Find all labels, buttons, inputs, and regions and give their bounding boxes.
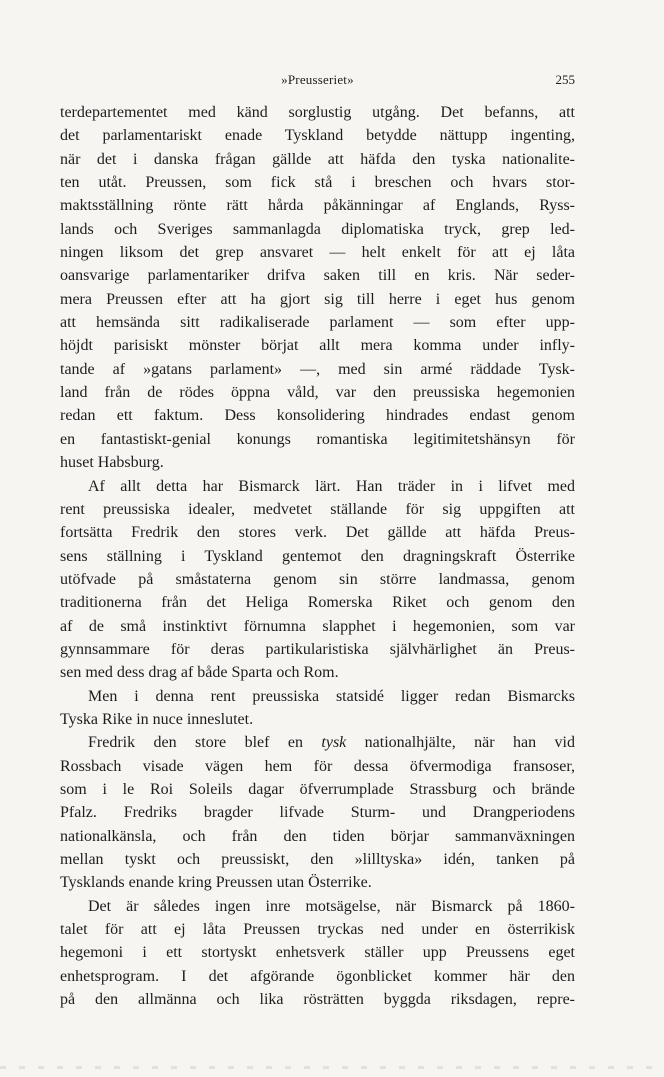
text-line: talet för att ej låta Preussen tryckas ned under en österrikisk [60,921,575,939]
text-line: terdepartementet med känd sorglustig utgång. Det befanns, att [60,104,575,121]
text-line: maktsställning rönte rätt hårda påkänningar af Englands, Ryss- [60,197,575,215]
text-line: af de små instinktivt förnumna slapphet i hegemonien, som var [60,617,575,635]
text-line: som i le Roi Soleils dagar öfverrumplade Strassburg och brände [60,780,575,798]
text-line: enhetsprogram. I det afgörande ögonblicket kommer här den [60,967,575,985]
text-line: sen med dess drag af både Sparta och Rom. [60,664,339,682]
text-line: land från de rödes öppna våld, var den preussiska hegemonien [60,384,575,402]
text-line: när det i danska frågan gällde att häfda den tyska nationalite- [60,150,575,168]
text-line: på den allmänna och lika rösträtten byggda riksdagen, repre- [60,991,575,1009]
text-line: sens ställning i Tyskland gentemot den dragningskraft Österrike [60,547,575,565]
text-line: ten utåt. Preussen, som fick stå i breschen och hvars stor- [60,174,575,192]
text-line: Tyska Rike in nuce inneslutet. [60,710,254,728]
paragraph-first-line [60,731,575,754]
text-line: höjdt parisiskt mönster börjat allt mera komma under infly- [60,337,575,355]
running-title: »Preusseriet» [281,72,354,87]
text-line: gynnsammare för deras partikularistiska självhärlighet än Preus- [60,640,575,658]
text-line: lands och Sveriges sammanlagda diplomatiska tryck, grep led- [60,220,575,238]
line-segment: Fredrik den store blef en [88,734,322,752]
page-number: 255 [555,72,575,87]
text-line: mellan tyskt och preussiskt, den »lilltyska» idén, tanken på [60,851,575,868]
text-line: hegemoni i ett stortyskt enhetsverk ställer upp Preussens eget [60,944,575,962]
text-line: Pfalz. Fredriks bragder lifvade Sturm- und Drangperiodens [60,804,575,822]
emphasized-word: tysk [321,734,347,752]
text-line: utöfvade på småstaterna genom sin större landmassa, genom [60,570,575,588]
text-line: det parlamentariskt enade Tyskland betydde nättupp ingenting, [60,127,575,145]
text-line: redan ett faktum. Dess konsolidering hindrades endast genom [60,407,575,425]
text-line: Tysklands enande kring Preussen utan Österrike. [60,874,372,892]
line-segment: nationalhjälte, när han vid [346,734,576,752]
paragraph-first-line: Men i denna rent preussiska statsidé ligger redan Bismarcks [88,687,575,705]
text-line: ningen liksom det grep ansvaret — helt enkelt för att ej låta [60,244,575,262]
text-line: en fantastiskt-genial konungs romantiska legitimitetshänsyn för [60,430,575,448]
body-text [60,101,575,1011]
text-line: huset Habsburg. [60,454,164,472]
text-line: Rossbach visade vägen hem för dessa öfvermodiga fransoser, [60,757,575,775]
text-line: att hemsända sitt radikaliserade parlament — som efter upp- [60,314,575,332]
text-line: mera Preussen efter att ha gjort sig till herre i eget hus genom [60,290,575,308]
paragraph-first-line: Af allt detta har Bismarck lärt. Han träder in i lifvet med [88,477,575,495]
paragraph-first-line: Det är således ingen inre motsägelse, när Bismarck på 1860- [88,897,575,915]
text-line: tande af »gatans parlament» —, med sin armé räddade Tysk- [60,360,575,378]
running-head [60,72,575,92]
text-line: traditionerna från det Heliga Romerska Riket och genom den [60,594,575,612]
text-line: rent preussiska idealer, medvetet ställande för sig uppgiften att [60,500,575,518]
text-line: nationalkänsla, och från den tiden börjar sammanväxningen [60,827,575,845]
text-line: fortsätta Fredrik den stores verk. Det gällde att häfda Preus- [60,524,575,542]
text-line: oansvarige parlamentariker drifva saken till en kris. När seder- [60,267,575,285]
scan-edge-artifact [0,1066,664,1069]
